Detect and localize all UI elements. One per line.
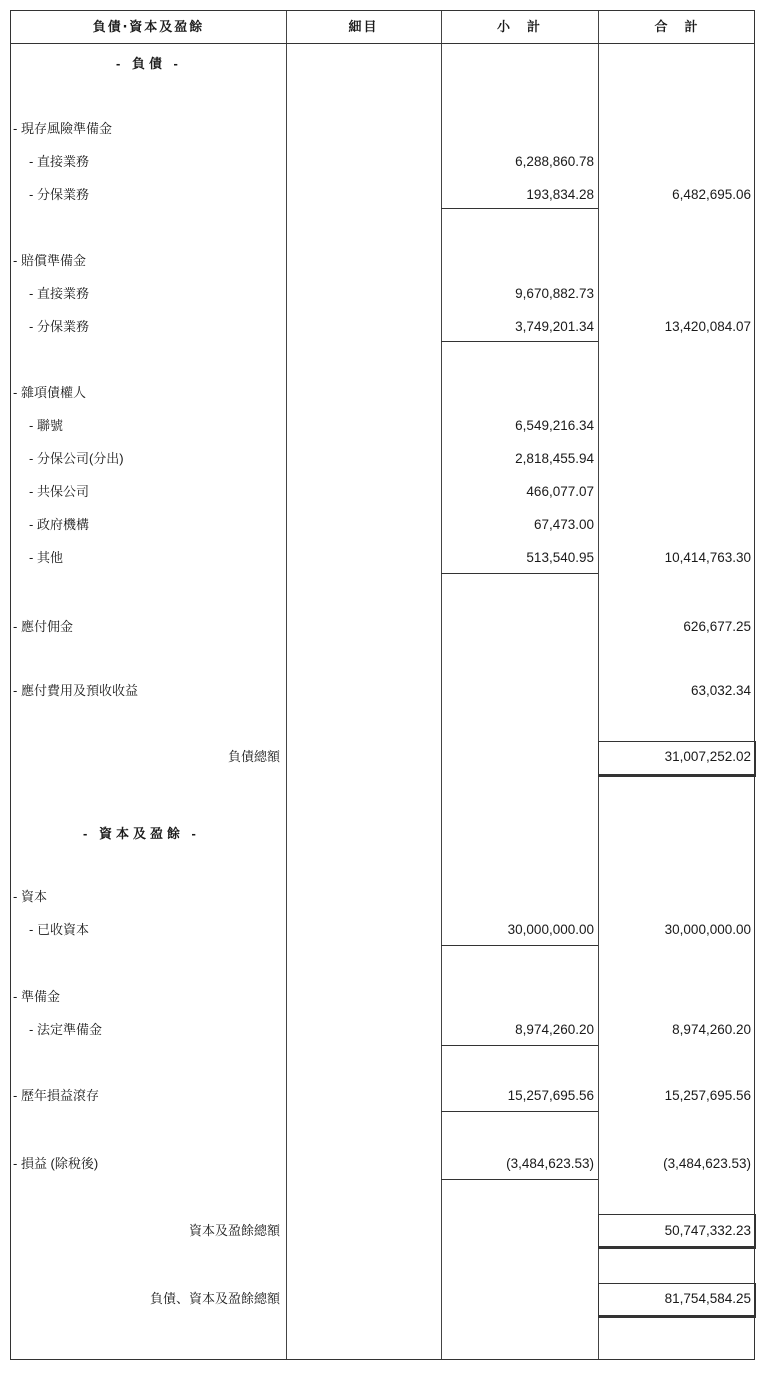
subtotal-value: 2,818,455.94 bbox=[515, 451, 594, 466]
header-subtotal: 小 計 bbox=[496, 19, 542, 34]
row-label-others: - 其他 bbox=[29, 550, 63, 565]
grand-total-value: 81,754,584.25 bbox=[664, 1291, 751, 1306]
row-label-accrued-expenses: - 應付費用及預收收益 bbox=[13, 683, 138, 698]
subtotal-value: 513,540.95 bbox=[526, 550, 594, 565]
header-liabilities-capital: 負債‧資本及盈餘 bbox=[92, 19, 205, 34]
row-label-paid-capital: - 已收資本 bbox=[29, 922, 89, 937]
row-label-reinsurers-ceded: - 分保公司(分出) bbox=[29, 451, 124, 466]
row-label-capital: - 資本 bbox=[13, 889, 47, 904]
subtotal-value: 67,473.00 bbox=[533, 517, 594, 532]
row-label-legal-reserve: - 法定準備金 bbox=[29, 1022, 102, 1037]
row-label-sundry-creditors: - 雜項債權人 bbox=[13, 385, 86, 400]
row-label-claims-reserve: - 賠償準備金 bbox=[13, 253, 86, 268]
row-label-profit-loss: - 損益 (除稅後) bbox=[13, 1156, 99, 1171]
subtotal-value: 466,077.07 bbox=[526, 484, 594, 499]
subtotal-value: 193,834.28 bbox=[526, 187, 594, 202]
column-divider bbox=[441, 11, 442, 1359]
total-liabilities-value: 31,007,252.02 bbox=[664, 749, 751, 764]
row-label-reinsurance-business: - 分保業務 bbox=[29, 187, 89, 202]
subtotal-value: 9,670,882.73 bbox=[515, 286, 594, 301]
subtotal-value: 15,257,695.56 bbox=[507, 1088, 594, 1103]
total-value: 8,974,260.20 bbox=[672, 1022, 751, 1037]
total-value: 13,420,084.07 bbox=[664, 319, 751, 334]
row-label-reserves: - 準備金 bbox=[13, 989, 60, 1004]
total-capital-value: 50,747,332.23 bbox=[664, 1223, 751, 1238]
balance-sheet-table bbox=[10, 10, 755, 1360]
total-value: 30,000,000.00 bbox=[664, 922, 751, 937]
total-value: 15,257,695.56 bbox=[664, 1088, 751, 1103]
header-divider bbox=[11, 43, 754, 44]
subtotal-rule bbox=[441, 1045, 598, 1046]
row-label-retained-earnings: - 歷年損益滾存 bbox=[13, 1088, 99, 1103]
column-divider bbox=[598, 11, 599, 1359]
subtotal-value: 6,549,216.34 bbox=[515, 418, 594, 433]
header-details: 細目 bbox=[348, 19, 379, 34]
total-value: 63,032.34 bbox=[690, 683, 751, 698]
row-label-unexpired-reserve: - 現存風險準備金 bbox=[13, 121, 112, 136]
total-value: 10,414,763.30 bbox=[664, 550, 751, 565]
subtotal-value: 30,000,000.00 bbox=[507, 922, 594, 937]
row-label-commission-payable: - 應付佣金 bbox=[13, 619, 73, 634]
row-label-direct-business: - 直接業務 bbox=[29, 154, 89, 169]
column-divider bbox=[286, 11, 287, 1359]
total-value: 6,482,695.06 bbox=[672, 187, 751, 202]
subtotal-rule bbox=[441, 341, 598, 342]
row-label-reinsurance-business: - 分保業務 bbox=[29, 319, 89, 334]
label-total-liabilities: 負債總額 bbox=[227, 749, 280, 764]
subtotal-value: 8,974,260.20 bbox=[515, 1022, 594, 1037]
total-value: 626,677.25 bbox=[683, 619, 751, 634]
header-total: 合 計 bbox=[654, 19, 700, 34]
subtotal-rule bbox=[441, 945, 598, 946]
subtotal-rule bbox=[441, 1111, 598, 1112]
row-label-associates: - 聯號 bbox=[29, 418, 63, 433]
section-capital-surplus: - 資本及盈餘 - bbox=[83, 826, 200, 841]
total-value: (3,484,623.53) bbox=[663, 1156, 751, 1171]
row-label-coinsurers: - 共保公司 bbox=[29, 484, 89, 499]
subtotal-rule bbox=[441, 208, 598, 209]
subtotal-value: 6,288,860.78 bbox=[515, 154, 594, 169]
section-liabilities: - 負債 - bbox=[116, 56, 182, 71]
subtotal-value: 3,749,201.34 bbox=[515, 319, 594, 334]
row-label-direct-business: - 直接業務 bbox=[29, 286, 89, 301]
label-total-capital-surplus: 資本及盈餘總額 bbox=[188, 1223, 280, 1238]
subtotal-rule bbox=[441, 573, 598, 574]
label-grand-total: 負債、資本及盈餘總額 bbox=[149, 1291, 280, 1306]
row-label-government: - 政府機構 bbox=[29, 517, 89, 532]
subtotal-value: (3,484,623.53) bbox=[506, 1156, 594, 1171]
subtotal-rule bbox=[441, 1179, 598, 1180]
